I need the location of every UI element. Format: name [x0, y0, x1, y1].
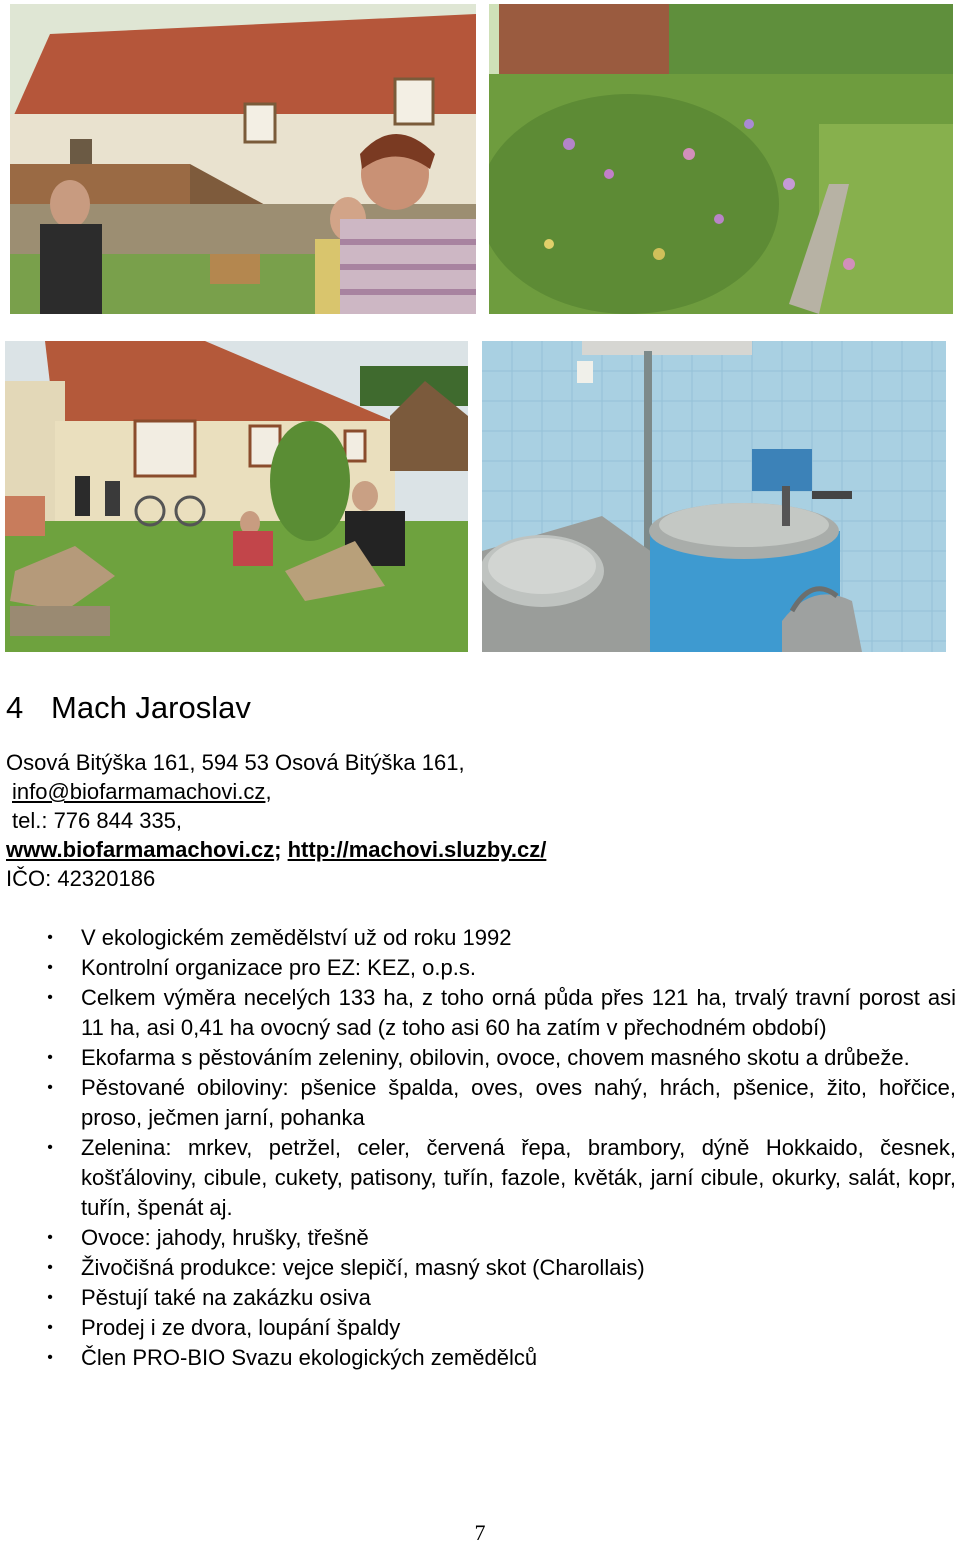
bullet-icon: • [47, 1259, 53, 1276]
bullet-icon: • [47, 1049, 53, 1066]
list-item-text: Živočišná produkce: vejce slepičí, masný skot (Charollais) [81, 1255, 645, 1280]
list-item-text: Kontrolní organizace pro EZ: KEZ, o.p.s. [81, 955, 476, 980]
page-number: 7 [474, 1520, 486, 1545]
list-item-text: Pěstují také na zakázku osiva [81, 1285, 371, 1310]
bullet-icon: • [47, 1079, 53, 1096]
section-number: 4 [6, 690, 24, 725]
bullet-icon: • [47, 959, 53, 976]
list-item-text: V ekologickém zemědělství už od roku 1992 [81, 925, 512, 950]
section-title: Mach Jaroslav [51, 690, 251, 725]
bullet-icon: • [47, 1289, 53, 1306]
bullet-icon: • [47, 1319, 53, 1336]
list-item [0, 1043, 960, 1073]
web-line [6, 835, 546, 864]
list-item-text: Ekofarma s pěstováním zeleniny, obilovin, ovoce, chovem masného skotu a drůbeže. [81, 1045, 910, 1070]
web-separator: ; [274, 837, 288, 862]
bullet-icon: • [47, 1139, 53, 1156]
list-item [0, 1133, 960, 1223]
bullet-icon: • [47, 1229, 53, 1246]
list-item [0, 1283, 960, 1313]
email-link[interactable]: info@biofarmamachovi.cz [12, 779, 266, 804]
list-item [0, 923, 960, 953]
farmhouse-photo [10, 4, 476, 314]
email-line [6, 777, 546, 806]
website-link-1[interactable]: www.biofarmamachovi.cz [6, 837, 275, 862]
list-item [0, 1073, 960, 1133]
bullet-icon: • [47, 929, 53, 946]
contact-block [6, 748, 546, 893]
list-item-text: Člen PRO-BIO Svazu ekologických zemědělců [81, 1345, 538, 1370]
bullet-icon: • [47, 1349, 53, 1366]
list-item [0, 953, 960, 983]
email-suffix: , [265, 779, 272, 804]
list-item-text: Prodej i ze dvora, loupání špaldy [81, 1315, 401, 1340]
yard-gathering-photo [5, 341, 468, 652]
list-item [0, 1343, 960, 1373]
address: Osová Bitýška 161, 594 53 Osová Bitýška 161, [6, 750, 465, 775]
list-item [0, 1253, 960, 1283]
list-item-text: Ovoce: jahody, hrušky, třešně [81, 1225, 369, 1250]
section-heading [6, 688, 251, 728]
list-item [0, 1223, 960, 1253]
ico: IČO: 42320186 [6, 866, 156, 891]
list-item-text: Celkem výměra necelých 133 ha, z toho orná půda přes 121 ha, trvalý travní porost asi 11 ha, asi 0,41 ha ovocný sad (z toho asi 60 ha zatím v přechodném období) [81, 985, 956, 1040]
list-item-text: Zelenina: mrkev, petržel, celer, červená řepa, brambory, dýně Hokkaido, česnek, košťáloviny, cibule, cukety, patisony, tuřín, fazole, květák, jarní cibule, okurky, salát, kopr, tuřín, špenát aj. [81, 1135, 956, 1220]
website-link-2[interactable]: http://machovi.sluzby.cz/ [287, 837, 547, 862]
feature-list [0, 923, 960, 1373]
bullet-icon: • [47, 989, 53, 1006]
garden-photo [489, 4, 953, 314]
dairy-equipment-photo [482, 341, 946, 652]
phone: tel.: 776 844 335, [12, 808, 183, 833]
list-item-text: Pěstované obiloviny: pšenice špalda, oves, oves nahý, hrách, pšenice, žito, hořčice, proso, ječmen jarní, pohanka [81, 1075, 956, 1130]
list-item [0, 983, 960, 1043]
list-item [0, 1313, 960, 1343]
